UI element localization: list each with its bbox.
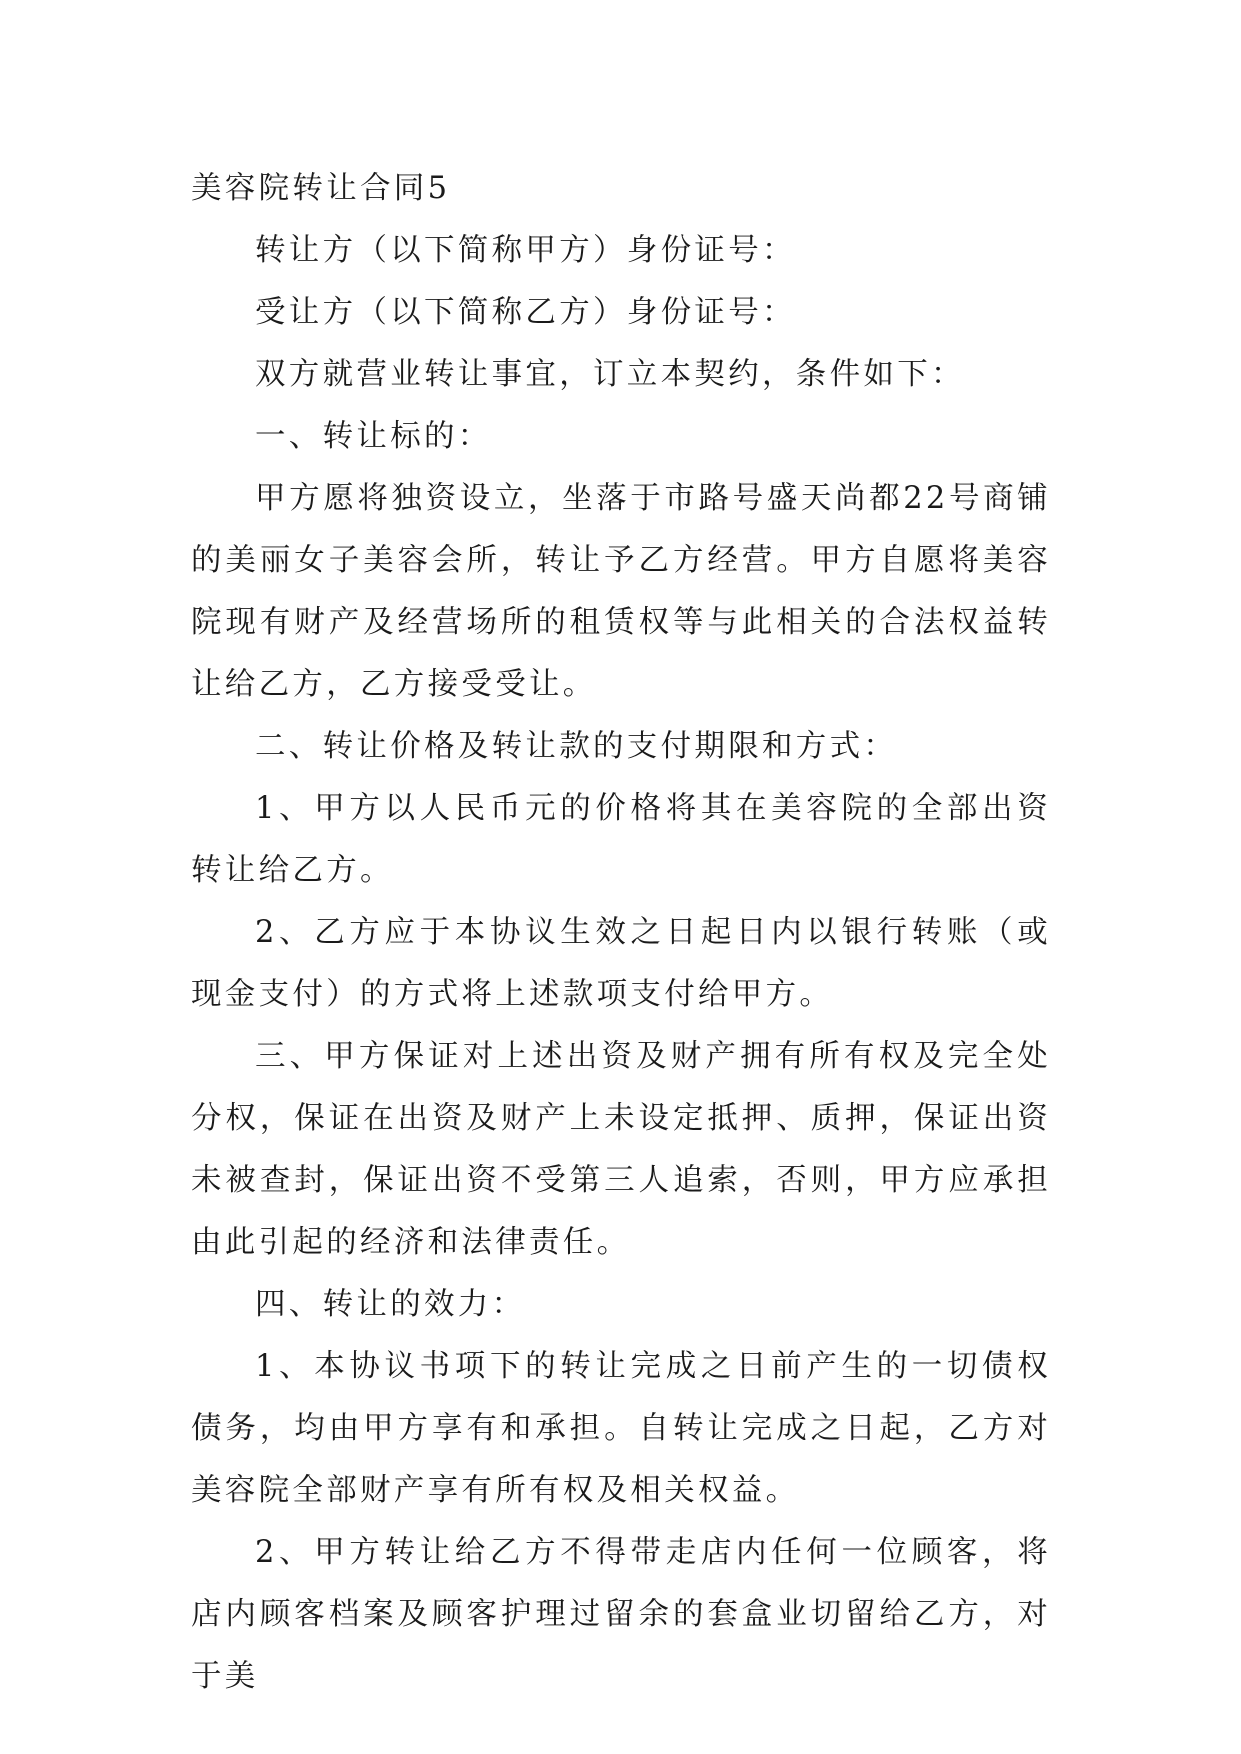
- paragraph-transferor: 转让方（以下简称甲方）身份证号：: [255, 233, 796, 268]
- paragraph-subject: 甲方愿将独资设立，坐落于市路号盛天尚都22号商铺的美丽女子美容会所，转让予乙方经营。甲方自愿将美容院现有财产及经营场所的租赁权等与此相关的合法权益转让给乙方，乙方接受受让。: [191, 481, 1051, 702]
- document-body: [191, 158, 1051, 1708]
- paragraph-guarantee: 三、甲方保证对上述出资及财产拥有所有权及完全处分权，保证在出资及财产上未设定抵押、质押，保证出资未被查封，保证出资不受第三人追索，否则，甲方应承担由此引起的经济和法律责任。: [191, 1039, 1051, 1260]
- document-title: 美容院转让合同5: [191, 171, 451, 206]
- paragraph-effect-1: 1、本协议书项下的转让完成之日前产生的一切债权债务，均由甲方享有和承担。自转让完成之日起，乙方对美容院全部财产享有所有权及相关权益。: [191, 1349, 1051, 1508]
- paragraph-intro: 双方就营业转让事宜，订立本契约，条件如下：: [255, 357, 965, 392]
- paragraph-price-2: 2、乙方应于本协议生效之日起日内以银行转账（或现金支付）的方式将上述款项支付给甲方。: [191, 915, 1051, 1012]
- paragraph-effect-2: 2、甲方转让给乙方不得带走店内任何一位顾客，将店内顾客档案及顾客护理过留余的套盒业切留给乙方，对于美: [191, 1535, 1051, 1694]
- section-heading-1: 一、转让标的：: [255, 419, 492, 454]
- paragraph-transferee: 受让方（以下简称乙方）身份证号：: [255, 295, 796, 330]
- paragraph-price-1: 1、甲方以人民币元的价格将其在美容院的全部出资转让给乙方。: [191, 791, 1051, 888]
- section-heading-2: 二、转让价格及转让款的支付期限和方式：: [255, 729, 898, 764]
- section-heading-4: 四、转让的效力：: [255, 1287, 526, 1322]
